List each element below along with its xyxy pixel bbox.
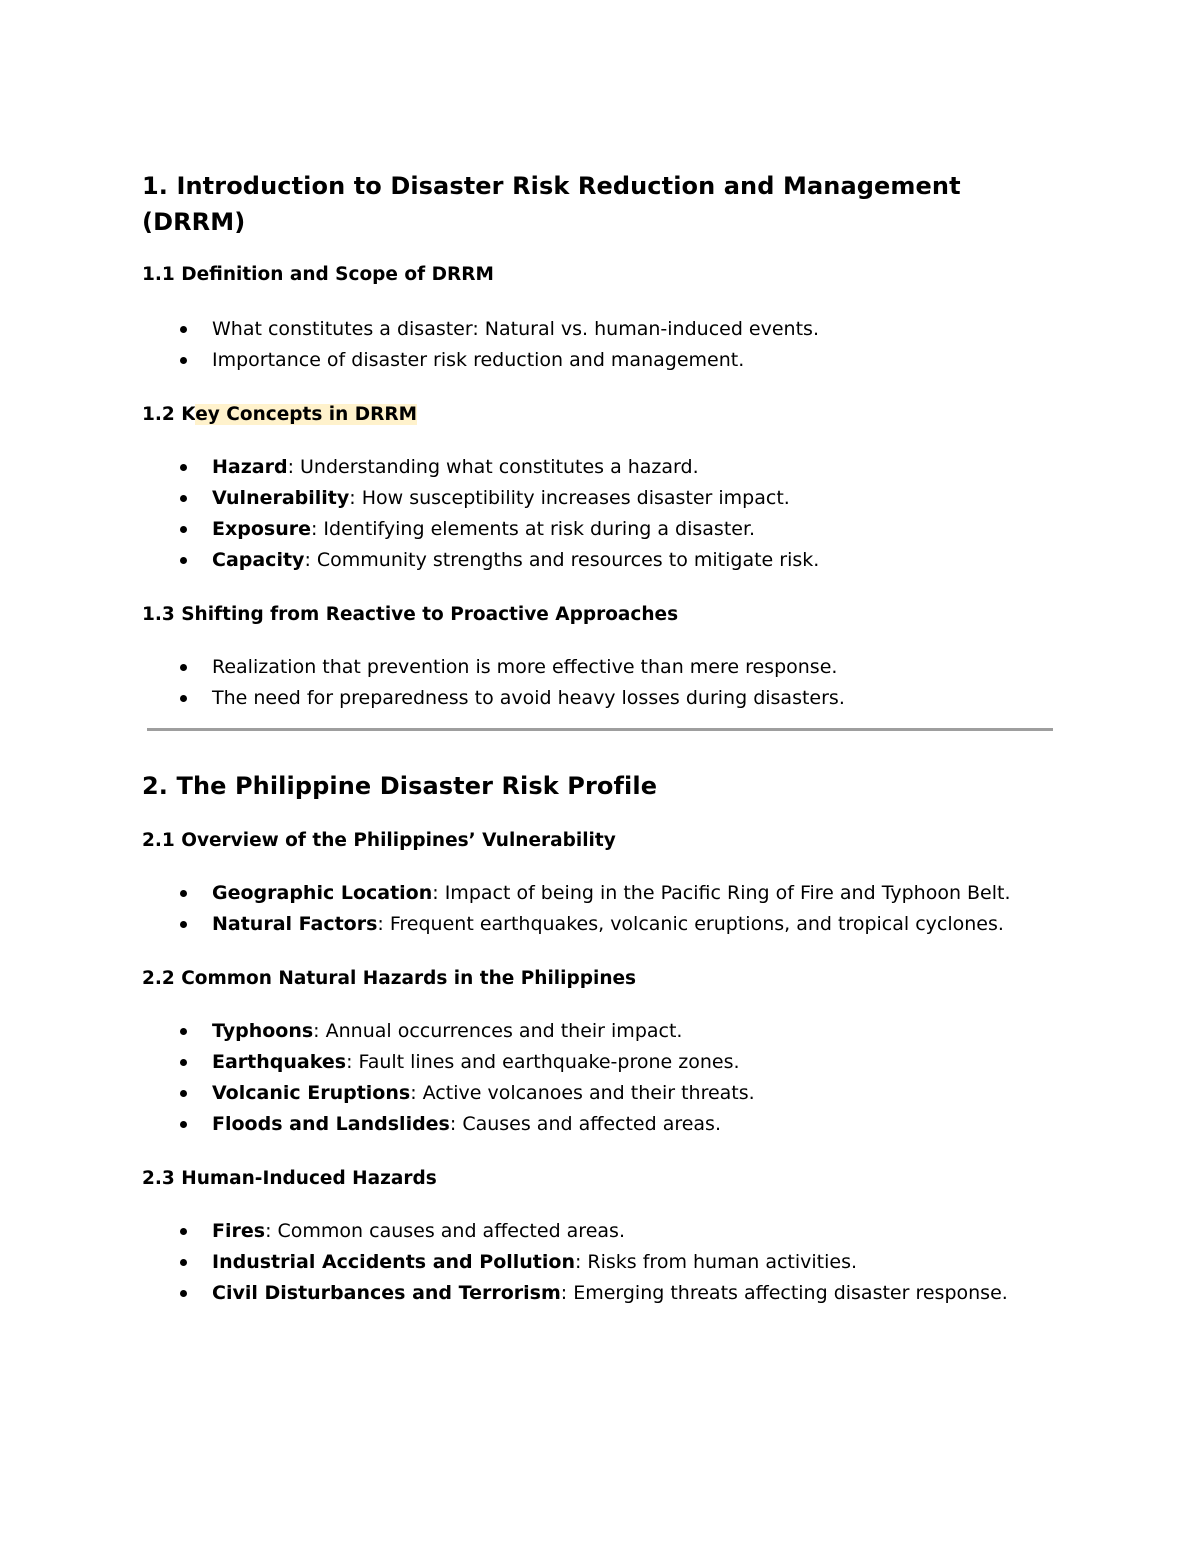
item-text: : Understanding what constitutes a hazard. (287, 456, 699, 478)
bullet-icon (180, 464, 187, 471)
bullet-icon (180, 1028, 187, 1035)
bullet-icon (180, 1228, 187, 1235)
item-text: : Identifying elements at risk during a disaster. (310, 518, 756, 540)
highlighted-text: ey Concepts in DRRM (195, 404, 417, 425)
item-text: The need for preparedness to avoid heavy losses during disasters. (212, 687, 845, 709)
item-term: Exposure (212, 518, 311, 540)
item-text: : Active volcanoes and their threats. (410, 1082, 755, 1104)
bullet-icon (180, 495, 187, 502)
item-term: Civil Disturbances and Terrorism (212, 1282, 561, 1304)
item-term: Hazard (212, 456, 288, 478)
list-item (212, 1216, 1062, 1247)
list-item (212, 878, 1062, 909)
bullet-icon (180, 1259, 187, 1266)
bullet-icon (180, 1059, 187, 1066)
item-text: : How susceptibility increases disaster impact. (349, 487, 790, 509)
list-item (212, 545, 1062, 576)
list-item (212, 483, 1062, 514)
bullet-list (142, 1216, 1062, 1309)
item-text: : Risks from human activities. (574, 1251, 858, 1273)
bullet-icon (180, 357, 187, 364)
bullet-list (142, 878, 1062, 940)
bullet-icon (180, 695, 187, 702)
bullet-icon (180, 921, 187, 928)
list-item (212, 683, 1062, 714)
subsection-title: 2.2 Common Natural Hazards in the Philippines (142, 968, 637, 989)
list-item (212, 1047, 1062, 1078)
item-term: Floods and Landslides (212, 1113, 450, 1135)
subsection-title-prefix: 1.2 K (142, 404, 196, 425)
bullet-icon (180, 1290, 187, 1297)
item-text: : Community strengths and resources to mitigate risk. (304, 549, 820, 571)
item-text: : Causes and affected areas. (449, 1113, 721, 1135)
bullet-icon (180, 557, 187, 564)
subsection-title: 1.3 Shifting from Reactive to Proactive Approaches (142, 604, 679, 625)
item-text: : Impact of being in the Pacific Ring of Fire and Typhoon Belt. (432, 882, 1011, 904)
list-item (212, 314, 1062, 345)
item-text: Importance of disaster risk reduction and management. (212, 349, 745, 371)
item-text: : Annual occurrences and their impact. (313, 1020, 683, 1042)
list-item (212, 652, 1062, 683)
item-term: Vulnerability (212, 487, 350, 509)
bullet-list (142, 452, 1062, 576)
bullet-icon (180, 326, 187, 333)
subsection-title: 2.1 Overview of the Philippines’ Vulnerability (142, 830, 616, 851)
item-term: Volcanic Eruptions (212, 1082, 411, 1104)
list-item (212, 1278, 1062, 1309)
section-title: 1. Introduction to Disaster Risk Reduction and Management (DRRM) (142, 172, 961, 236)
bullet-icon (180, 1121, 187, 1128)
bullet-icon (180, 526, 187, 533)
bullet-icon (180, 890, 187, 897)
item-text: : Emerging threats affecting disaster response. (560, 1282, 1008, 1304)
list-item (212, 452, 1062, 483)
subsection-title (142, 400, 1062, 430)
document-page-section-2 (142, 768, 1062, 1309)
item-term: Industrial Accidents and Pollution (212, 1251, 575, 1273)
list-item (212, 1016, 1062, 1047)
item-term: Geographic Location (212, 882, 433, 904)
subsection-title: 2.3 Human-Induced Hazards (142, 1168, 437, 1189)
item-term: Capacity (212, 549, 305, 571)
list-item (212, 1078, 1062, 1109)
document-page (142, 168, 1062, 714)
bullet-icon (180, 664, 187, 671)
item-term: Fires (212, 1220, 266, 1242)
bullet-list (142, 1016, 1062, 1140)
list-item (212, 1109, 1062, 1140)
list-item (212, 1247, 1062, 1278)
item-term: Natural Factors (212, 913, 378, 935)
list-item (212, 909, 1062, 940)
list-item (212, 345, 1062, 376)
section-title: 2. The Philippine Disaster Risk Profile (142, 772, 658, 800)
item-text: Realization that prevention is more effective than mere response. (212, 656, 838, 678)
horizontal-divider (147, 728, 1053, 731)
item-text: : Common causes and affected areas. (265, 1220, 625, 1242)
item-term: Typhoons (212, 1020, 314, 1042)
item-text: : Frequent earthquakes, volcanic eruptions, and tropical cyclones. (377, 913, 1004, 935)
subsection-title: 1.1 Definition and Scope of DRRM (142, 264, 494, 285)
item-text: : Fault lines and earthquake-prone zones. (346, 1051, 740, 1073)
item-text: What constitutes a disaster: Natural vs. human-induced events. (212, 318, 819, 340)
list-item (212, 514, 1062, 545)
bullet-list (142, 314, 1062, 376)
bullet-icon (180, 1090, 187, 1097)
bullet-list (142, 652, 1062, 714)
item-term: Earthquakes (212, 1051, 347, 1073)
